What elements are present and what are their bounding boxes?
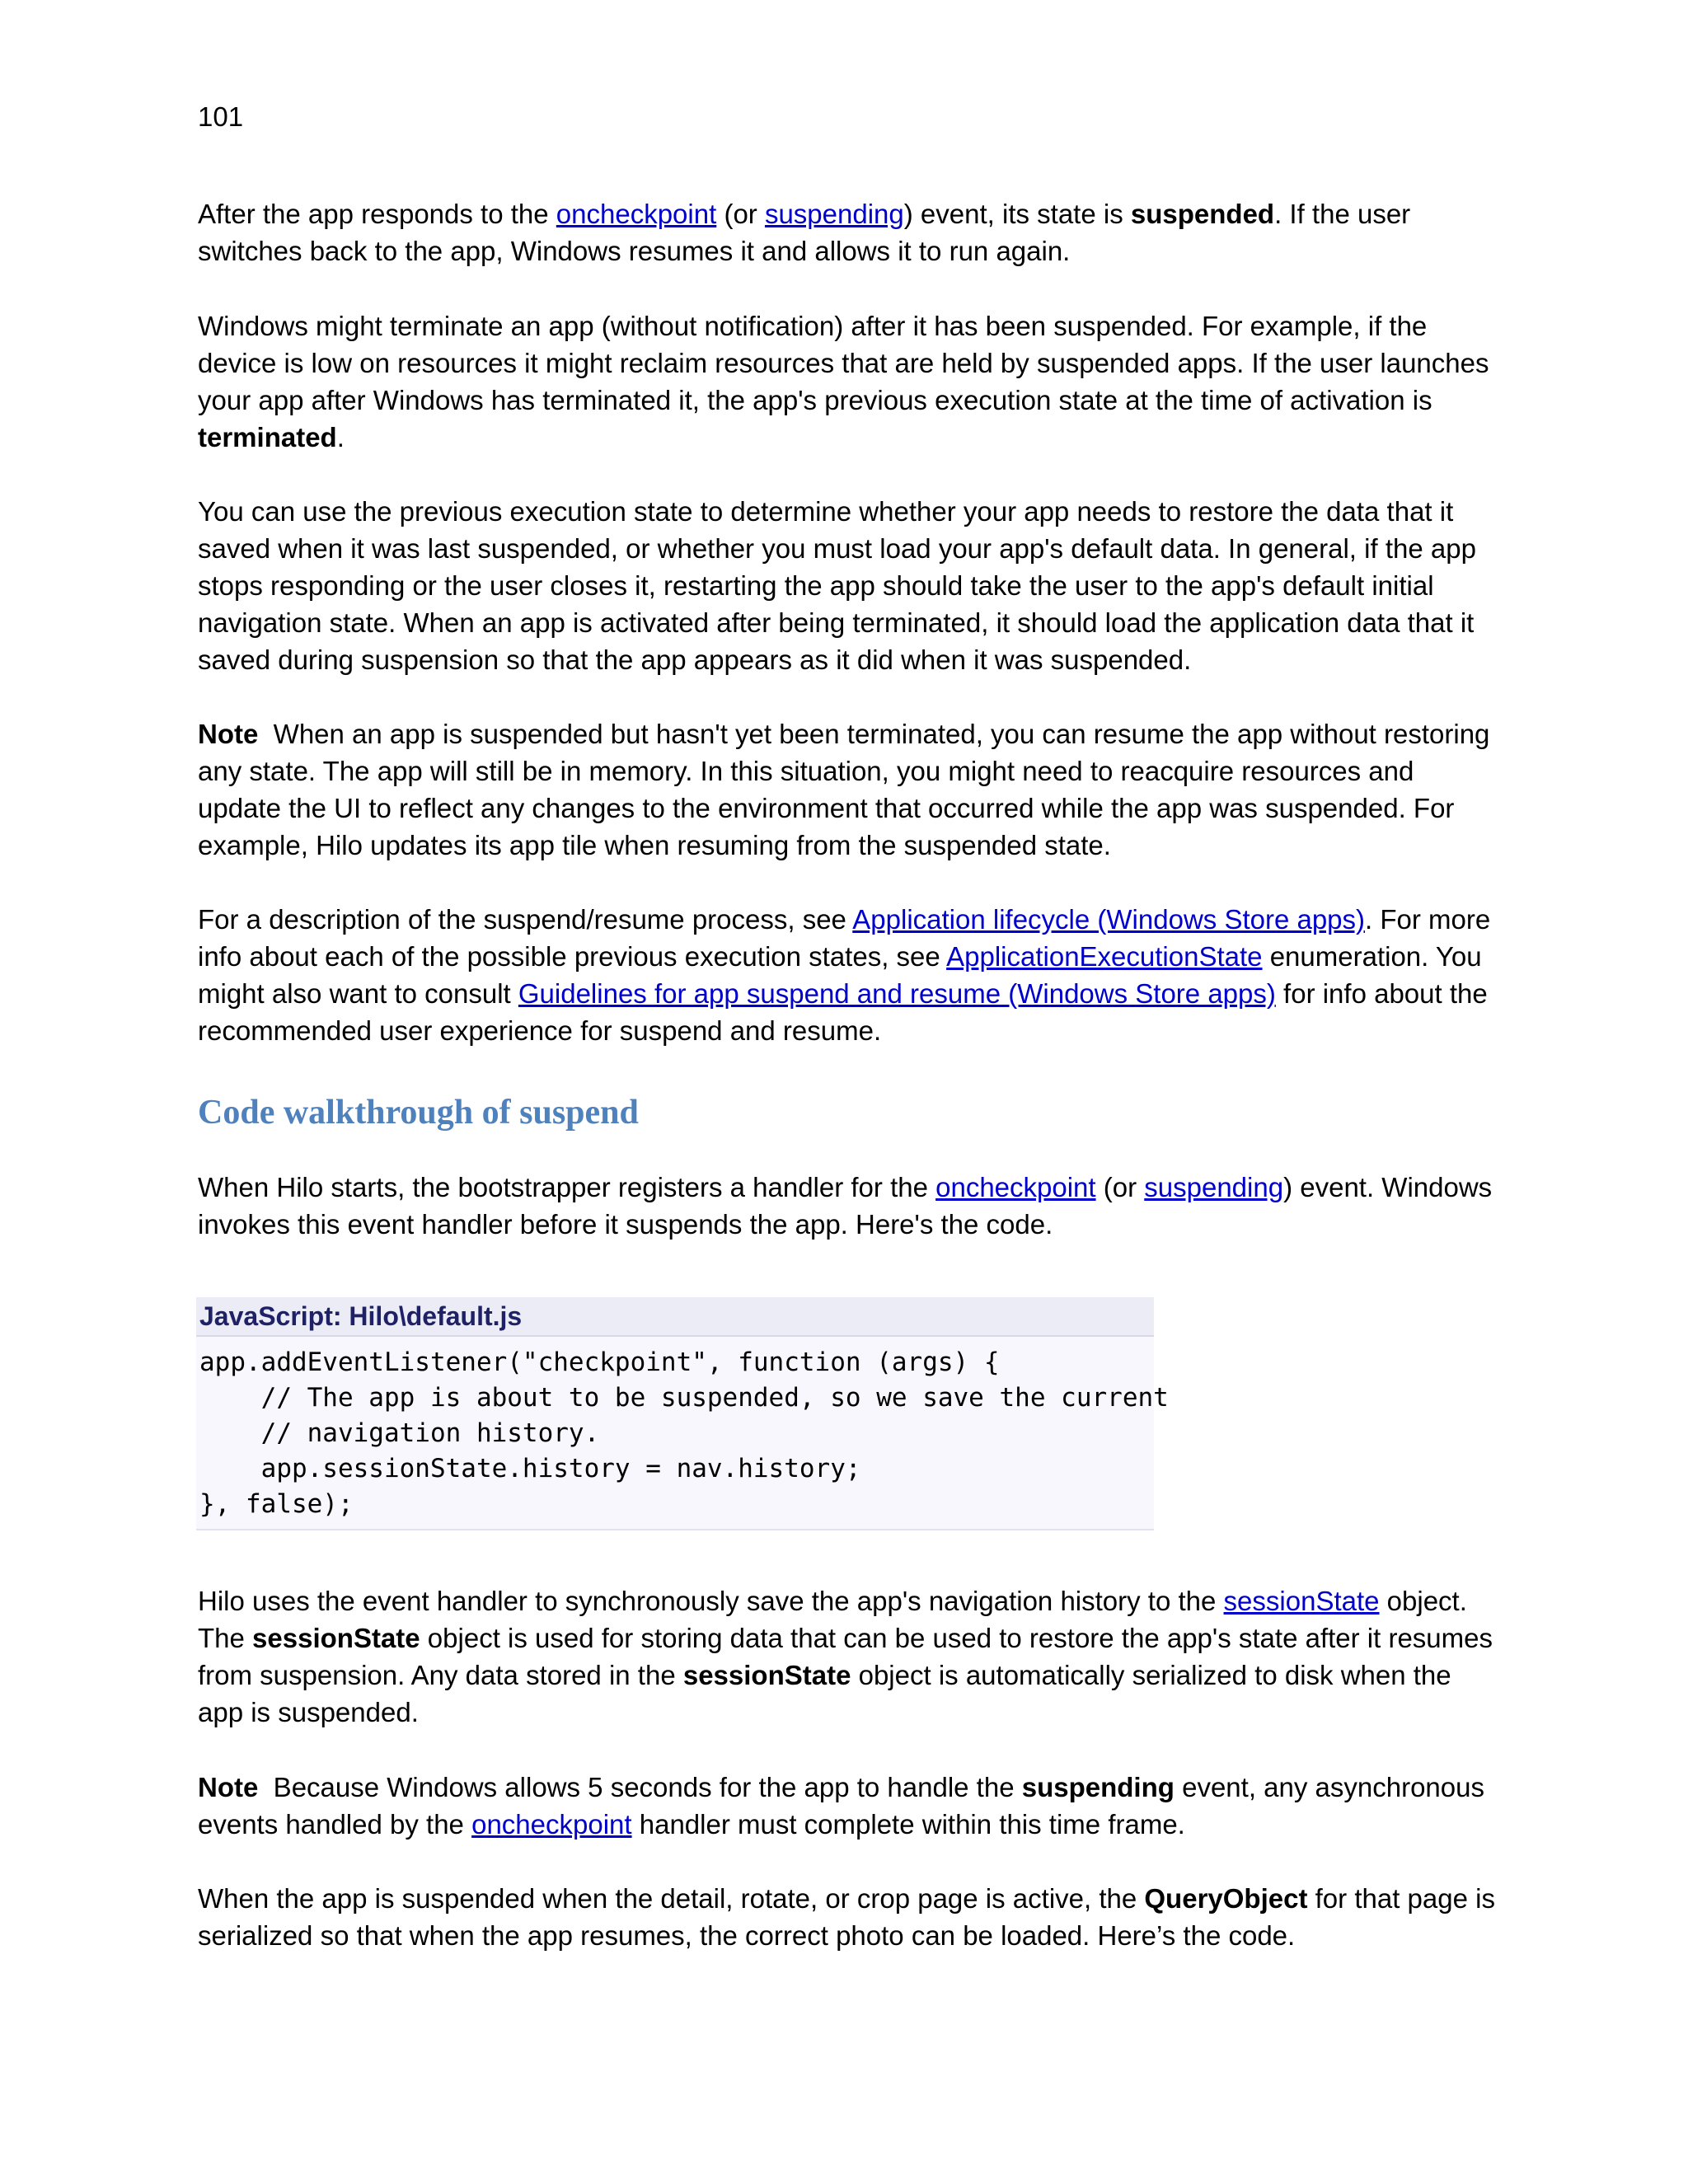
page-number: 101 (198, 101, 244, 132)
paragraph-previous-state: You can use the previous execution state to determine whether your app needs to restore the data that it saved when it was last suspended, or whether you must load your app's default data. In general, if the app stops responding or the user closes it, restarting the app should take the user to the app's default initial navigation state. When an app is activated after being terminated, it should load the application data that it saved during suspension so that the app appears as it did when it was suspended. (198, 496, 1476, 675)
note-five-seconds: Note Because Windows allows 5 seconds for the app to handle the suspending event, any asynchronous events handled by the oncheckpoint handler must complete within this time frame. (198, 1772, 1484, 1840)
session-state-link[interactable]: sessionState (1223, 1586, 1380, 1616)
code-block (196, 1297, 1169, 1530)
suspending-link[interactable]: suspending (764, 199, 904, 229)
note-suspended-not-terminated: Note When an app is suspended but hasn't yet been terminated, you can resume the app without restoring any state. The app will still be in memory. In this situation, you might need to reacquire resources and update the UI to reflect any changes to the environment that occurred while the app was suspended. For example, Hilo updates its app tile when resuming from the suspended state. (198, 719, 1498, 860)
paragraph-windows-terminate: Windows might terminate an app (without notification) after it has been suspended. For example, if the device is low on resources it might reclaim resources that are held by suspended apps. If the user launches your app after Windows has terminated it, the app's previous execution state at the time of activation is terminated. (198, 311, 1489, 452)
paragraph-suspend-resume-links: For a description of the suspend/resume process, see Application lifecycle (Windows Store apps). For more info about each of the possible previous execution states, see ApplicationExecutionState enumeration. You might also want to consult Guidelines for app suspend and resume (Windows Store apps) for info about the recommended user experience for suspend and resume. (198, 904, 1491, 1046)
paragraph-bootstrapper: When Hilo starts, the bootstrapper registers a handler for the oncheckpoint (or suspending) event. Windows invokes this event handler before it suspends the app. Here's the code. (198, 1172, 1493, 1240)
suspending-link[interactable]: suspending (1144, 1172, 1284, 1202)
application-execution-state-link[interactable]: ApplicationExecutionState (946, 941, 1263, 972)
paragraph-session-state: Hilo uses the event handler to synchronously save the app's navigation history to the sessionState object. The sessionState object is used for storing data that can be used to restore the app's state after it resumes from suspension. Any data stored in the sessionState object is automatically serialized to disk when the app is suspended. (198, 1586, 1493, 1727)
paragraph-query-object: When the app is suspended when the detail, rotate, or crop page is active, the QueryObject for that page is serialized so that when the app resumes, the correct photo can be loaded. Here’s the code. (198, 1883, 1495, 1951)
oncheckpoint-link[interactable]: oncheckpoint (471, 1809, 632, 1840)
code-block-body: app.addEventListener("checkpoint", function (args) { // The app is about to be suspended, so we save the current // navigation history. app.sessionState.history = nav.history; }, false); (199, 1347, 1169, 1519)
suspend-resume-guidelines-link[interactable]: Guidelines for app suspend and resume (Windows Store apps) (518, 978, 1276, 1009)
application-lifecycle-link[interactable]: Application lifecycle (Windows Store apps) (852, 904, 1366, 935)
code-block-title: JavaScript: Hilo\default.js (196, 1297, 1154, 1337)
oncheckpoint-link[interactable]: oncheckpoint (935, 1172, 1096, 1202)
section-heading: Code walkthrough of suspend (198, 1094, 639, 1132)
paragraph-app-suspended: After the app responds to the oncheckpoint (or suspending) event, its state is suspended. If the user switches back to the app, Windows resumes it and allows it to run again. (198, 199, 1411, 266)
oncheckpoint-link[interactable]: oncheckpoint (556, 199, 717, 229)
